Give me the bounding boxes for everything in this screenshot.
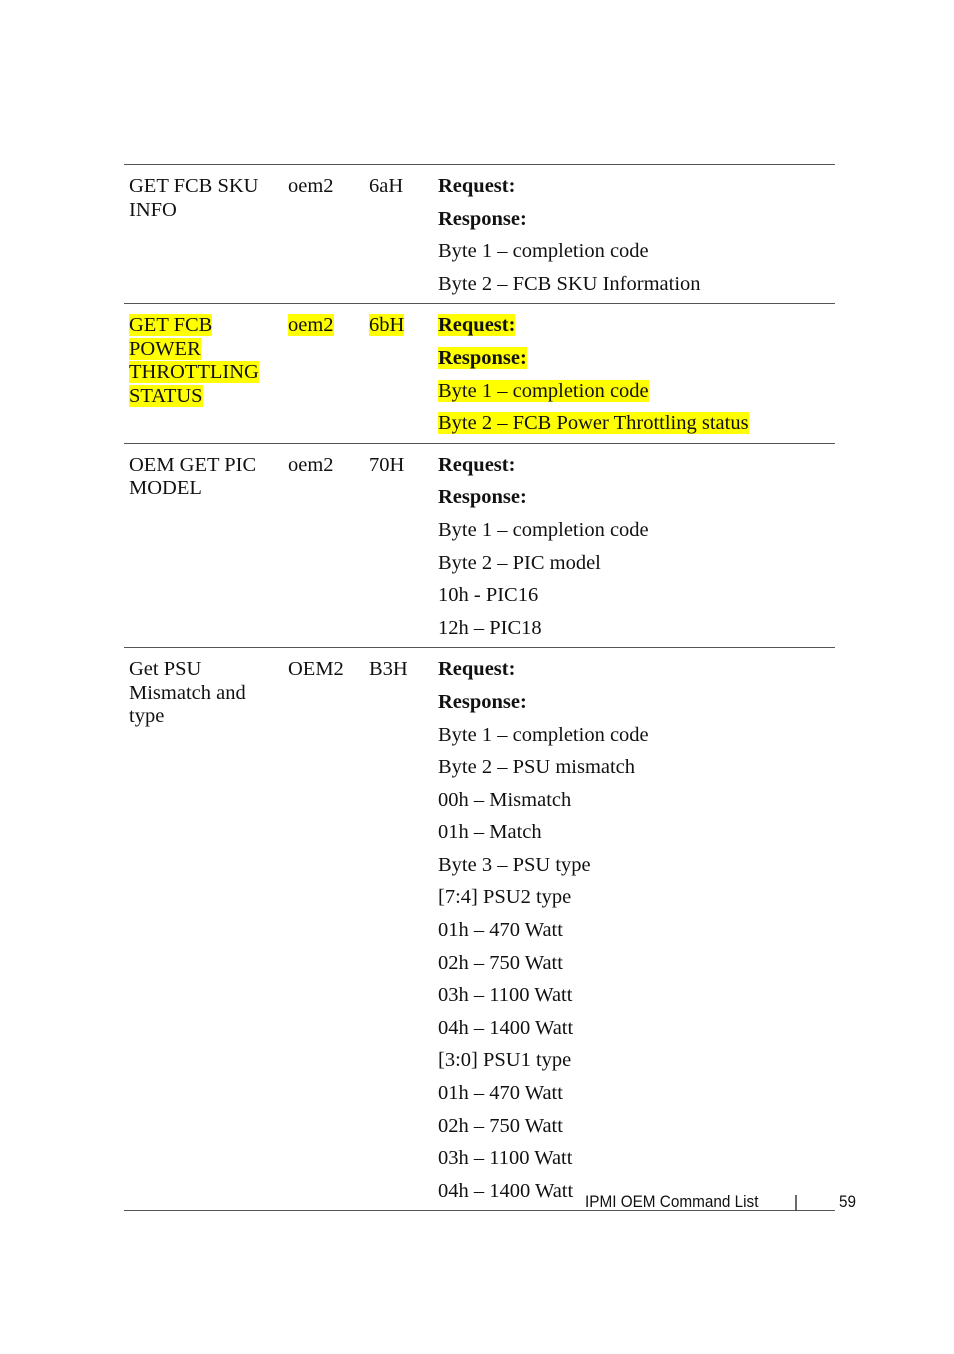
command-name-cell bbox=[124, 165, 284, 303]
description-line: 01h – 470 Watt bbox=[438, 1082, 563, 1105]
description-cell bbox=[429, 444, 835, 648]
table-row bbox=[124, 444, 835, 649]
description-line: 01h – 470 Watt bbox=[438, 919, 563, 942]
cmd-code-text: 6aH bbox=[369, 175, 404, 197]
netfn-text: oem2 bbox=[288, 453, 334, 476]
command-name-text: STATUS bbox=[129, 384, 203, 407]
description-cell bbox=[429, 304, 835, 442]
netfn-cell bbox=[284, 165, 365, 303]
netfn-cell bbox=[284, 648, 365, 1210]
table-row bbox=[124, 165, 835, 304]
description-heading: Response: bbox=[438, 486, 527, 509]
description-line: Byte 1 – completion code bbox=[438, 379, 649, 402]
description-line: Byte 1 – completion code bbox=[438, 518, 649, 541]
command-table bbox=[124, 164, 835, 1211]
footer-separator: | bbox=[794, 1192, 798, 1211]
description-line: 04h – 1400 Watt bbox=[438, 1016, 574, 1039]
description-line: 02h – 750 Watt bbox=[438, 951, 563, 974]
command-name-text: OEM GET PIC bbox=[129, 453, 257, 476]
description-line: 10h - PIC16 bbox=[438, 584, 539, 607]
description-heading: Response: bbox=[438, 207, 527, 230]
description-cell bbox=[429, 165, 835, 303]
command-name-text: THROTTLING bbox=[129, 361, 259, 384]
table-row bbox=[124, 648, 835, 1211]
command-name-text: type bbox=[129, 705, 165, 728]
netfn-text: OEM2 bbox=[288, 658, 344, 681]
description-heading: Response: bbox=[438, 690, 527, 713]
netfn-cell bbox=[284, 304, 365, 442]
description-heading: Request: bbox=[438, 658, 516, 681]
description-cell bbox=[429, 648, 835, 1210]
description-line: Byte 2 – FCB SKU Information bbox=[438, 272, 701, 295]
cmd-code-cell bbox=[365, 304, 429, 442]
description-line: Byte 3 – PSU type bbox=[438, 853, 591, 876]
description-line: Byte 2 – PSU mismatch bbox=[438, 756, 636, 779]
cmd-code-text: 70H bbox=[369, 453, 405, 476]
description-line: 02h – 750 Watt bbox=[438, 1114, 563, 1137]
description-line: 00h – Mismatch bbox=[438, 788, 572, 811]
description-heading: Request: bbox=[438, 453, 516, 476]
command-name-text: Get PSU bbox=[129, 658, 202, 681]
cmd-code-cell bbox=[365, 444, 429, 648]
description-heading: Response: bbox=[438, 346, 527, 369]
command-name-text: MODEL bbox=[129, 477, 202, 500]
description-line: Byte 1 – completion code bbox=[438, 723, 649, 746]
cmd-code-text: 6bH bbox=[369, 314, 405, 337]
description-line: [7:4] PSU2 type bbox=[438, 886, 572, 909]
description-heading: Request: bbox=[438, 175, 516, 197]
description-line: 01h – Match bbox=[438, 821, 542, 844]
description-line: Byte 1 – completion code bbox=[438, 240, 649, 263]
description-line: 04h – 1400 Watt bbox=[438, 1179, 574, 1202]
command-name-cell bbox=[124, 648, 284, 1210]
footer-page-number: 59 bbox=[839, 1192, 857, 1211]
netfn-text: oem2 bbox=[288, 175, 334, 197]
description-line: Byte 2 – PIC model bbox=[438, 551, 601, 574]
description-line: 03h – 1100 Watt bbox=[438, 1147, 573, 1170]
command-name-text: GET FCB bbox=[129, 314, 213, 337]
command-name-text: POWER bbox=[129, 337, 201, 360]
cmd-code-cell bbox=[365, 648, 429, 1210]
description-line: Byte 2 – FCB Power Throttling status bbox=[438, 412, 749, 435]
command-name-cell bbox=[124, 444, 284, 648]
command-name-text: GET FCB SKU bbox=[129, 175, 259, 197]
netfn-text: oem2 bbox=[288, 314, 334, 337]
description-heading: Request: bbox=[438, 314, 516, 337]
description-line: 12h – PIC18 bbox=[438, 616, 542, 639]
footer-title: IPMI OEM Command List bbox=[585, 1192, 759, 1211]
cmd-code-cell bbox=[365, 165, 429, 303]
netfn-cell bbox=[284, 444, 365, 648]
command-name-text: Mismatch and bbox=[129, 681, 246, 704]
description-line: 03h – 1100 Watt bbox=[438, 984, 573, 1007]
cmd-code-text: B3H bbox=[369, 658, 408, 681]
command-name-cell bbox=[124, 304, 284, 442]
table-row bbox=[124, 304, 835, 443]
command-name-text: INFO bbox=[129, 198, 177, 221]
description-line: [3:0] PSU1 type bbox=[438, 1049, 572, 1072]
